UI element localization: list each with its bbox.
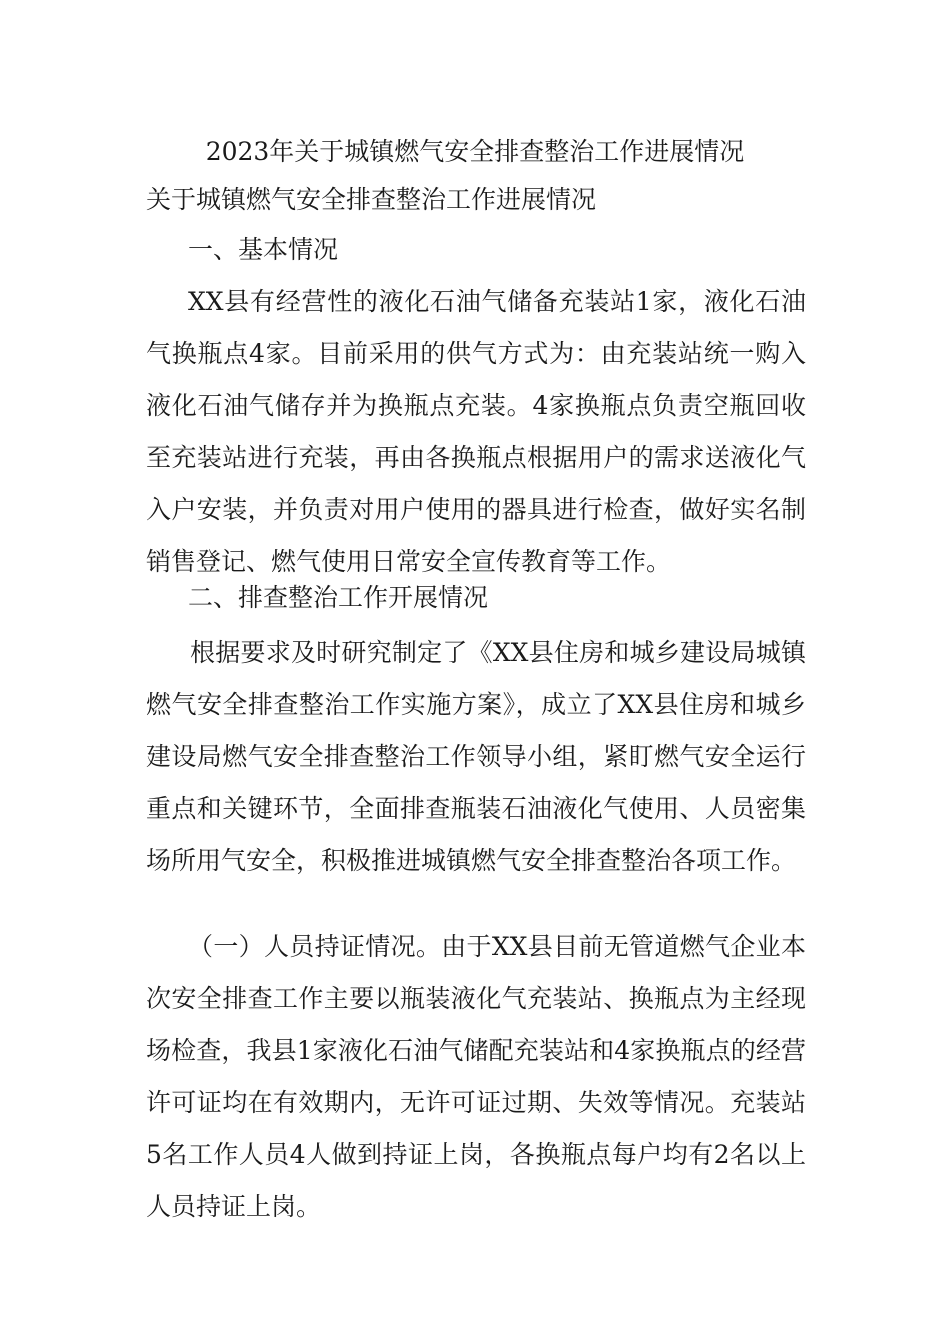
paragraph-rectification-progress: 根据要求及时研究制定了《XX县住房和城乡建设局城镇燃气安全排查整治工作实施方案》，成立了XX县住房和城乡建设局燃气安全排查整治工作领导小组，紧盯燃气安全运行重点和关键环节，全面排查瓶装石油液化气使用、人员密集场所用气安全，积极推进城镇燃气安全排查整治各项工作。 [146,638,806,875]
section-heading-basic-situation: 一、基本情况 [188,235,339,264]
section-heading-rectification-progress: 二、排查整治工作开展情况 [188,583,489,612]
paragraph-personnel-certification: （一）人员持证情况。由于XX县目前无管道燃气企业本次安全排查工作主要以瓶装液化气充装站、换瓶点为主经现场检查，我县1家液化石油气储配充装站和4家换瓶点的经营许可证均在有效期内，无许可证过期、失效等情况。充装站5名工作人员4人做到持证上岗，各换瓶点每户均有2名以上人员持证上岗。 [146,932,806,1221]
paragraph-basic-situation: XX县有经营性的液化石油气储备充装站1家，液化石油气换瓶点4家。目前采用的供气方式为：由充装站统一购入液化石油气储存并为换瓶点充装。4家换瓶点负责空瓶回收至充装站进行充装，再由各换瓶点根据用户的需求送液化气入户安装，并负责对用户使用的器具进行检查，做好实名制销售登记、燃气使用日常安全宣传教育等工作。 [146,287,806,576]
document-subtitle: 关于城镇燃气安全排查整治工作进展情况 [146,185,597,214]
document-title: 2023年关于城镇燃气安全排查整治工作进展情况 [205,137,745,166]
